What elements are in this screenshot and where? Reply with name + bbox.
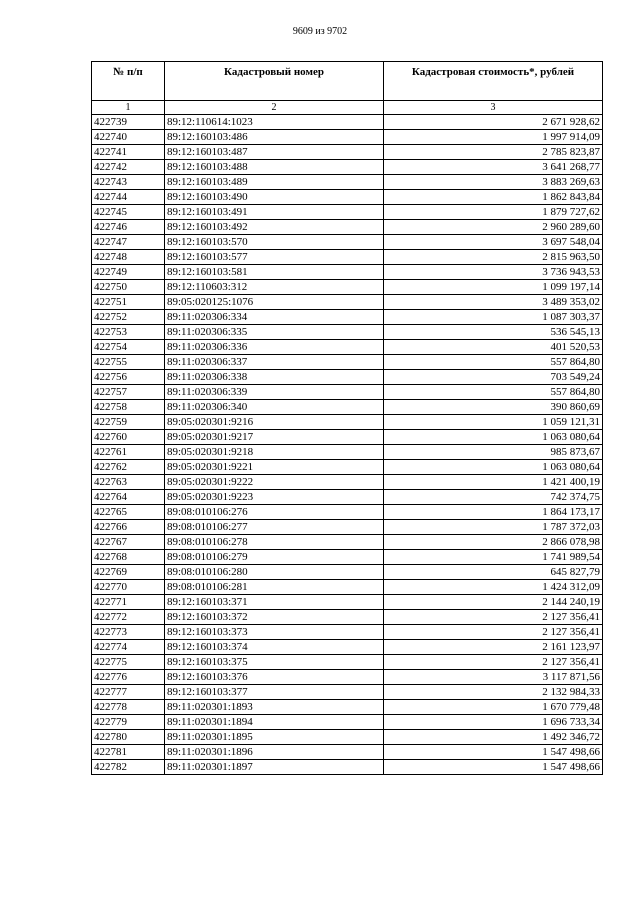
cadastral-value-cell: 2 132 984,33 xyxy=(384,685,603,700)
cadastral-value-cell: 2 161 123,97 xyxy=(384,640,603,655)
cadastral-value-cell: 1 787 372,03 xyxy=(384,520,603,535)
table-row xyxy=(92,550,603,565)
cadastral-value-cell: 2 127 356,41 xyxy=(384,655,603,670)
cadastral-number-cell: 89:08:010106:281 xyxy=(165,580,384,595)
cadastral-value-cell: 1 421 400,19 xyxy=(384,475,603,490)
table-row xyxy=(92,520,603,535)
cadastral-value-cell: 1 087 303,37 xyxy=(384,310,603,325)
column-number-1: 1 xyxy=(92,101,165,115)
table-row xyxy=(92,505,603,520)
row-number-cell: 422767 xyxy=(92,535,165,550)
table-row xyxy=(92,340,603,355)
table-row xyxy=(92,400,603,415)
cadastral-number-cell: 89:12:160103:376 xyxy=(165,670,384,685)
cadastral-value-cell: 2 960 289,60 xyxy=(384,220,603,235)
row-number-cell: 422748 xyxy=(92,250,165,265)
row-number-cell: 422779 xyxy=(92,715,165,730)
table-body xyxy=(92,115,603,775)
column-header-cadastral-value: Кадастровая стоимость*, рублей xyxy=(384,62,603,101)
cadastral-number-cell: 89:12:160103:489 xyxy=(165,175,384,190)
row-number-cell: 422746 xyxy=(92,220,165,235)
row-number-cell: 422768 xyxy=(92,550,165,565)
cadastral-value-cell: 1 492 346,72 xyxy=(384,730,603,745)
column-header-number: № п/п xyxy=(92,62,165,101)
cadastral-number-cell: 89:11:020306:338 xyxy=(165,370,384,385)
table-row xyxy=(92,760,603,775)
cadastral-value-cell: 1 063 080,64 xyxy=(384,430,603,445)
cadastral-number-cell: 89:11:020306:340 xyxy=(165,400,384,415)
table-row xyxy=(92,130,603,145)
table-row xyxy=(92,430,603,445)
cadastral-number-cell: 89:12:160103:488 xyxy=(165,160,384,175)
table-row xyxy=(92,175,603,190)
cadastral-value-cell: 2 144 240,19 xyxy=(384,595,603,610)
table-row xyxy=(92,670,603,685)
row-number-cell: 422781 xyxy=(92,745,165,760)
cadastral-value-cell: 1 099 197,14 xyxy=(384,280,603,295)
row-number-cell: 422774 xyxy=(92,640,165,655)
row-number-cell: 422749 xyxy=(92,265,165,280)
row-number-cell: 422777 xyxy=(92,685,165,700)
cadastral-value-cell: 1 696 733,34 xyxy=(384,715,603,730)
table-row xyxy=(92,700,603,715)
cadastral-value-cell: 1 547 498,66 xyxy=(384,760,603,775)
row-number-cell: 422742 xyxy=(92,160,165,175)
table-row xyxy=(92,280,603,295)
cadastral-number-cell: 89:05:020301:9222 xyxy=(165,475,384,490)
cadastral-number-cell: 89:05:020301:9221 xyxy=(165,460,384,475)
cadastral-value-cell: 3 697 548,04 xyxy=(384,235,603,250)
cadastral-number-cell: 89:11:020301:1896 xyxy=(165,745,384,760)
cadastral-value-cell: 985 873,67 xyxy=(384,445,603,460)
cadastral-value-cell: 645 827,79 xyxy=(384,565,603,580)
table-row xyxy=(92,625,603,640)
cadastral-number-cell: 89:12:160103:487 xyxy=(165,145,384,160)
cadastral-number-cell: 89:05:020301:9223 xyxy=(165,490,384,505)
cadastral-value-cell: 1 864 173,17 xyxy=(384,505,603,520)
table-row xyxy=(92,685,603,700)
column-number-row xyxy=(92,101,603,115)
cadastral-number-cell: 89:12:160103:491 xyxy=(165,205,384,220)
cadastral-number-cell: 89:11:020306:337 xyxy=(165,355,384,370)
cadastral-value-cell: 1 879 727,62 xyxy=(384,205,603,220)
table-row xyxy=(92,595,603,610)
table-row xyxy=(92,580,603,595)
cadastral-value-cell: 3 883 269,63 xyxy=(384,175,603,190)
table-row xyxy=(92,445,603,460)
cadastral-number-cell: 89:12:160103:371 xyxy=(165,595,384,610)
cadastral-number-cell: 89:05:020301:9218 xyxy=(165,445,384,460)
cadastral-value-cell: 3 641 268,77 xyxy=(384,160,603,175)
table-row xyxy=(92,535,603,550)
table-row xyxy=(92,355,603,370)
row-number-cell: 422745 xyxy=(92,205,165,220)
row-number-cell: 422739 xyxy=(92,115,165,130)
cadastral-value-cell: 3 489 353,02 xyxy=(384,295,603,310)
cadastral-value-cell: 1 741 989,54 xyxy=(384,550,603,565)
cadastral-value-cell: 1 059 121,31 xyxy=(384,415,603,430)
row-number-cell: 422757 xyxy=(92,385,165,400)
cadastral-value-cell: 2 815 963,50 xyxy=(384,250,603,265)
cadastral-value-cell: 557 864,80 xyxy=(384,385,603,400)
cadastral-value-cell: 3 736 943,53 xyxy=(384,265,603,280)
column-header-cadastral-number: Кадастровый номер xyxy=(165,62,384,101)
row-number-cell: 422754 xyxy=(92,340,165,355)
table-row xyxy=(92,190,603,205)
row-number-cell: 422763 xyxy=(92,475,165,490)
cadastral-value-cell: 557 864,80 xyxy=(384,355,603,370)
cadastral-value-cell: 1 547 498,66 xyxy=(384,745,603,760)
row-number-cell: 422740 xyxy=(92,130,165,145)
cadastral-number-cell: 89:11:020301:1893 xyxy=(165,700,384,715)
row-number-cell: 422755 xyxy=(92,355,165,370)
table-row xyxy=(92,265,603,280)
cadastral-number-cell: 89:12:160103:375 xyxy=(165,655,384,670)
table-row xyxy=(92,115,603,130)
table-row xyxy=(92,640,603,655)
cadastral-number-cell: 89:12:160103:577 xyxy=(165,250,384,265)
row-number-cell: 422756 xyxy=(92,370,165,385)
row-number-cell: 422753 xyxy=(92,325,165,340)
row-number-cell: 422776 xyxy=(92,670,165,685)
row-number-cell: 422762 xyxy=(92,460,165,475)
table-row xyxy=(92,745,603,760)
row-number-cell: 422758 xyxy=(92,400,165,415)
row-number-cell: 422775 xyxy=(92,655,165,670)
cadastral-number-cell: 89:05:020125:1076 xyxy=(165,295,384,310)
table-row xyxy=(92,145,603,160)
cadastral-value-cell: 742 374,75 xyxy=(384,490,603,505)
table-row xyxy=(92,160,603,175)
cadastral-value-cell: 1 670 779,48 xyxy=(384,700,603,715)
cadastral-number-cell: 89:05:020301:9217 xyxy=(165,430,384,445)
row-number-cell: 422760 xyxy=(92,430,165,445)
row-number-cell: 422773 xyxy=(92,625,165,640)
row-number-cell: 422759 xyxy=(92,415,165,430)
cadastral-value-cell: 390 860,69 xyxy=(384,400,603,415)
table-row xyxy=(92,655,603,670)
cadastral-value-cell: 1 424 312,09 xyxy=(384,580,603,595)
row-number-cell: 422747 xyxy=(92,235,165,250)
table-row xyxy=(92,730,603,745)
row-number-cell: 422770 xyxy=(92,580,165,595)
cadastral-number-cell: 89:12:160103:581 xyxy=(165,265,384,280)
row-number-cell: 422778 xyxy=(92,700,165,715)
row-number-cell: 422772 xyxy=(92,610,165,625)
table-row xyxy=(92,205,603,220)
table-row xyxy=(92,250,603,265)
cadastral-value-cell: 1 862 843,84 xyxy=(384,190,603,205)
cadastral-number-cell: 89:11:020301:1895 xyxy=(165,730,384,745)
cadastral-value-cell: 401 520,53 xyxy=(384,340,603,355)
row-number-cell: 422782 xyxy=(92,760,165,775)
column-number-3: 3 xyxy=(384,101,603,115)
row-number-cell: 422765 xyxy=(92,505,165,520)
row-number-cell: 422761 xyxy=(92,445,165,460)
cadastral-number-cell: 89:08:010106:279 xyxy=(165,550,384,565)
row-number-cell: 422764 xyxy=(92,490,165,505)
cadastral-number-cell: 89:12:160103:374 xyxy=(165,640,384,655)
row-number-cell: 422769 xyxy=(92,565,165,580)
cadastral-number-cell: 89:11:020301:1894 xyxy=(165,715,384,730)
cadastral-number-cell: 89:12:110603:312 xyxy=(165,280,384,295)
table-row xyxy=(92,715,603,730)
page-number-header: 9609 из 9702 xyxy=(292,26,348,37)
table-row xyxy=(92,475,603,490)
row-number-cell: 422744 xyxy=(92,190,165,205)
cadastral-number-cell: 89:08:010106:277 xyxy=(165,520,384,535)
row-number-cell: 422771 xyxy=(92,595,165,610)
table-row xyxy=(92,565,603,580)
cadastral-value-cell: 703 549,24 xyxy=(384,370,603,385)
cadastral-value-cell: 2 671 928,62 xyxy=(384,115,603,130)
table-row xyxy=(92,220,603,235)
row-number-cell: 422752 xyxy=(92,310,165,325)
cadastral-value-cell: 1 063 080,64 xyxy=(384,460,603,475)
cadastral-value-cell: 3 117 871,56 xyxy=(384,670,603,685)
row-number-cell: 422741 xyxy=(92,145,165,160)
row-number-cell: 422751 xyxy=(92,295,165,310)
cadastral-value-cell: 2 866 078,98 xyxy=(384,535,603,550)
cadastral-number-cell: 89:11:020306:335 xyxy=(165,325,384,340)
row-number-cell: 422780 xyxy=(92,730,165,745)
cadastral-number-cell: 89:12:160103:486 xyxy=(165,130,384,145)
cadastral-number-cell: 89:08:010106:278 xyxy=(165,535,384,550)
cadastral-number-cell: 89:11:020306:334 xyxy=(165,310,384,325)
table-row xyxy=(92,310,603,325)
row-number-cell: 422766 xyxy=(92,520,165,535)
table-row xyxy=(92,415,603,430)
row-number-cell: 422743 xyxy=(92,175,165,190)
table-header-row xyxy=(92,62,603,101)
column-number-2: 2 xyxy=(165,101,384,115)
table-row xyxy=(92,490,603,505)
cadastral-number-cell: 89:11:020306:336 xyxy=(165,340,384,355)
cadastral-number-cell: 89:08:010106:276 xyxy=(165,505,384,520)
cadastral-value-cell: 536 545,13 xyxy=(384,325,603,340)
cadastral-number-cell: 89:05:020301:9216 xyxy=(165,415,384,430)
cadastral-number-cell: 89:11:020301:1897 xyxy=(165,760,384,775)
cadastral-number-cell: 89:08:010106:280 xyxy=(165,565,384,580)
cadastral-value-cell: 2 127 356,41 xyxy=(384,610,603,625)
cadastral-number-cell: 89:12:160103:570 xyxy=(165,235,384,250)
cadastral-value-cell: 2 785 823,87 xyxy=(384,145,603,160)
cadastral-number-cell: 89:11:020306:339 xyxy=(165,385,384,400)
cadastral-value-table xyxy=(91,61,603,775)
cadastral-number-cell: 89:12:160103:373 xyxy=(165,625,384,640)
cadastral-number-cell: 89:12:160103:372 xyxy=(165,610,384,625)
cadastral-number-cell: 89:12:110614:1023 xyxy=(165,115,384,130)
cadastral-number-cell: 89:12:160103:377 xyxy=(165,685,384,700)
table-row xyxy=(92,385,603,400)
table-row xyxy=(92,325,603,340)
cadastral-value-cell: 2 127 356,41 xyxy=(384,625,603,640)
table-row xyxy=(92,295,603,310)
table-row xyxy=(92,610,603,625)
cadastral-number-cell: 89:12:160103:490 xyxy=(165,190,384,205)
row-number-cell: 422750 xyxy=(92,280,165,295)
table-row xyxy=(92,370,603,385)
table-row xyxy=(92,460,603,475)
table-row xyxy=(92,235,603,250)
cadastral-value-cell: 1 997 914,09 xyxy=(384,130,603,145)
cadastral-number-cell: 89:12:160103:492 xyxy=(165,220,384,235)
